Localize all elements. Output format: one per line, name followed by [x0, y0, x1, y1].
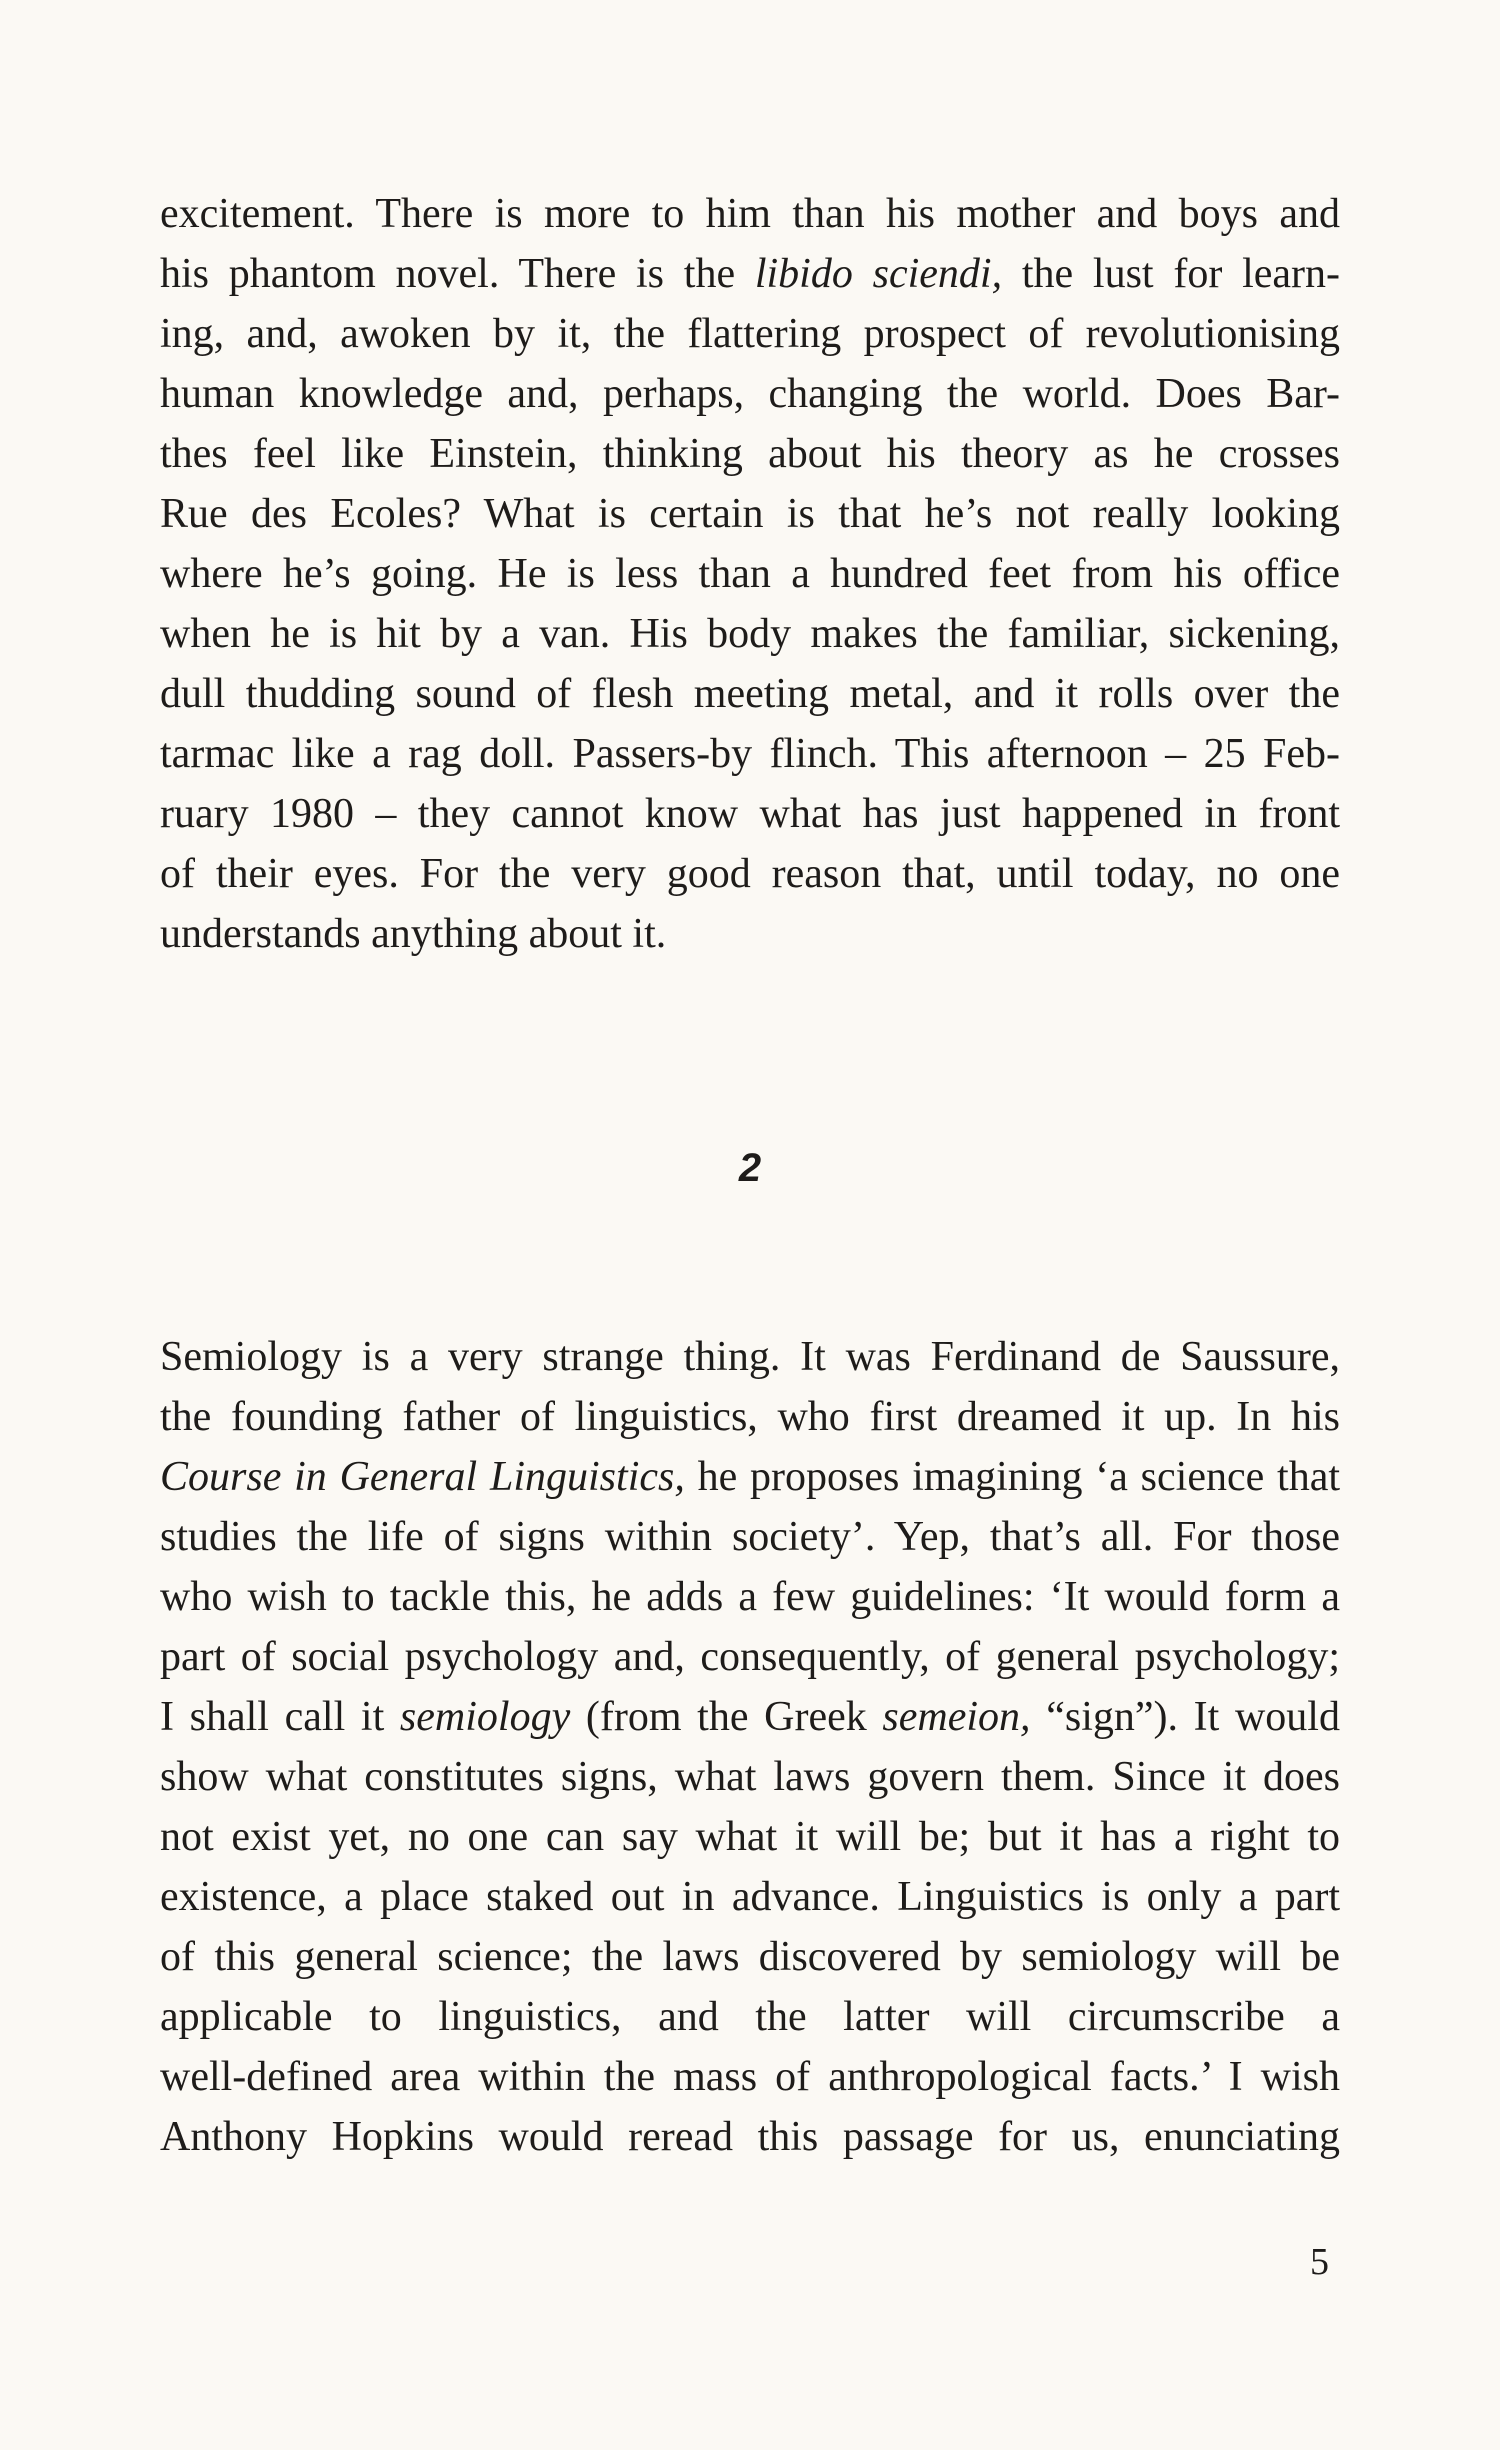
text-line: human knowledge and, perhaps, changing the world. Does Bar-: [160, 371, 1340, 417]
italic-text: Course in General Linguistics,: [160, 1454, 685, 1500]
text-line: Rue des Ecoles? What is certain is that he’s not really looking: [160, 491, 1340, 537]
text-line: his phantom novel. There is the libido sciendi, the lust for learn-: [160, 251, 1340, 297]
italic-text: semiology: [399, 1694, 571, 1740]
text-line: existence, a place staked out in advance. Linguistics is only a part: [160, 1874, 1340, 1920]
text-line: Anthony Hopkins would reread this passage for us, enunciating: [160, 2114, 1340, 2160]
italic-text: libido sciendi,: [754, 251, 1003, 297]
text-line: show what constitutes signs, what laws govern them. Since it does: [160, 1754, 1340, 1800]
text-line: understands anything about it.: [160, 911, 667, 957]
text-line: thes feel like Einstein, thinking about his theory as he crosses: [160, 431, 1340, 477]
text-line: when he is hit by a van. His body makes the familiar, sickening,: [160, 611, 1340, 657]
text-line: the founding father of linguistics, who first dreamed it up. In his: [160, 1394, 1340, 1440]
text-line: part of social psychology and, consequently, of general psychology;: [160, 1634, 1340, 1680]
text-line: dull thudding sound of flesh meeting metal, and it rolls over the: [160, 671, 1340, 717]
text-line: applicable to linguistics, and the latter will circumscribe a: [160, 1994, 1340, 2040]
paragraph-1: [160, 184, 1340, 964]
text-line: Semiology is a very strange thing. It was Ferdinand de Saussure,: [160, 1334, 1340, 1380]
text-line: excitement. There is more to him than his mother and boys and: [160, 191, 1340, 237]
text-line: Course in General Linguistics, he proposes imagining ‘a science that: [160, 1454, 1341, 1500]
text-line: not exist yet, no one can say what it will be; but it has a right to: [160, 1814, 1340, 1860]
text-line: studies the life of signs within society’. Yep, that’s all. For those: [160, 1514, 1340, 1560]
text-line: of their eyes. For the very good reason that, until today, no one: [160, 851, 1340, 897]
text-line: ing, and, awoken by it, the flattering prospect of revolutionising: [160, 311, 1340, 357]
paragraph-2: [160, 1327, 1340, 2167]
text-line: who wish to tackle this, he adds a few guidelines: ‘It would form a: [160, 1574, 1340, 1620]
text-line: I shall call it semiology (from the Greek semeion, “sign”). It would: [160, 1694, 1340, 1740]
text-line: well-defined area within the mass of anthropological facts.’ I wish: [160, 2054, 1340, 2100]
italic-text: semeion,: [882, 1694, 1031, 1740]
text-line: ruary 1980 – they cannot know what has just happened in front: [160, 791, 1340, 837]
page-number: 5: [1310, 2241, 1329, 2283]
text-line: of this general science; the laws discovered by semiology will be: [160, 1934, 1340, 1980]
text-line: where he’s going. He is less than a hundred feet from his office: [160, 551, 1340, 597]
chapter-number: 2: [738, 1146, 762, 1190]
text-line: tarmac like a rag doll. Passers-by flinch. This afternoon – 25 Feb-: [160, 731, 1340, 777]
